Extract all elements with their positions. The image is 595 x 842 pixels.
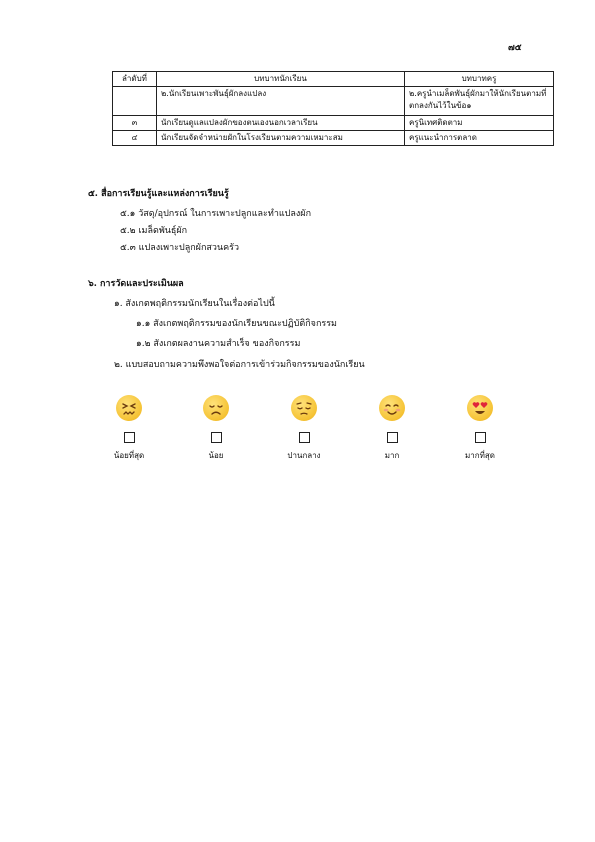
confounded-face-icon — [116, 395, 142, 421]
header-student-role: บทบาทนักเรียน — [157, 72, 405, 87]
teacher-role-cell: ๒.ครูนำเมล็ดพันธุ์ผักมาให้นักเรียนตามที่ตกลงกันไว้ในข้อ๑ — [405, 87, 554, 116]
evaluation-heading: ๖. การวัดและประเมินผล — [88, 279, 184, 289]
heart-eyes-face-icon — [467, 395, 493, 421]
row-number: ๔ — [113, 131, 157, 146]
teacher-role-cell: ครูนิเทศติดตาม — [405, 116, 554, 131]
scale-option-high — [352, 395, 432, 462]
table-row — [113, 116, 554, 131]
scale-label: น้อยที่สุด — [113, 451, 145, 460]
disappointed-face-icon — [203, 395, 229, 421]
scale-option-low — [176, 395, 256, 462]
evaluation-observation-item: ๑.๑ สังเกตพฤติกรรมของนักเรียนขณะปฏิบัติกิจกรรม — [136, 319, 337, 329]
activity-roles-table — [112, 71, 554, 146]
table-row — [113, 87, 554, 116]
satisfaction-scale — [0, 395, 595, 475]
header-order: ลำดับที่ — [113, 72, 157, 87]
media-item: ๕.๑ วัสดุ/อุปกรณ์ ในการเพาะปลูกและทำแปลงผัก — [120, 209, 312, 219]
student-role-cell: นักเรียนดูแลแปลงผักของตนเองนอกเวลาเรียน — [157, 116, 405, 131]
evaluation-observation-heading: ๑. สังเกตพฤติกรรมนักเรียนในเรื่องต่อไปนี้ — [114, 299, 275, 309]
row-number: ๓ — [113, 116, 157, 131]
checkbox-least[interactable] — [124, 432, 135, 443]
scale-option-highest — [440, 395, 520, 462]
student-role-cell: ๒.นักเรียนเพาะพันธุ์ผักลงแปลง — [157, 87, 405, 116]
scale-option-least — [89, 395, 169, 462]
teacher-role-cell: ครูแนะนำการตลาด — [405, 131, 554, 146]
checkbox-highest[interactable] — [475, 432, 486, 443]
page-number: ๗๕ — [508, 43, 522, 53]
media-heading: ๕. สื่อการเรียนรู้และแหล่งการเรียนรู้ — [88, 189, 229, 199]
evaluation-survey-heading: ๒. แบบสอบถามความพึงพอใจต่อการเข้าร่วมกิจกรรมของนักเรียน — [114, 360, 365, 370]
row-number — [113, 87, 157, 116]
checkbox-high[interactable] — [387, 432, 398, 443]
table-row — [113, 131, 554, 146]
scale-label: มากที่สุด — [465, 451, 495, 460]
scale-label: ปานกลาง — [287, 451, 321, 460]
evaluation-observation-item: ๑.๒ สังเกตผลงานความสำเร็จ ของกิจกรรม — [136, 339, 301, 349]
scale-label: น้อย — [208, 451, 224, 460]
relieved-smiling-face-icon — [379, 395, 405, 421]
scale-option-medium — [264, 395, 344, 462]
checkbox-low[interactable] — [211, 432, 222, 443]
scale-label: มาก — [384, 451, 400, 460]
student-role-cell: นักเรียนจัดจำหน่ายผักในโรงเรียนตามความเหมาะสม — [157, 131, 405, 146]
media-item: ๕.๓ แปลงเพาะปลูกผักสวนครัว — [120, 243, 240, 253]
header-teacher-role: บทบาทครู — [405, 72, 554, 87]
media-item: ๕.๒ เมล็ดพันธุ์ผัก — [120, 226, 188, 236]
checkbox-medium[interactable] — [299, 432, 310, 443]
table-header-row — [113, 72, 554, 87]
pensive-face-icon — [291, 395, 317, 421]
